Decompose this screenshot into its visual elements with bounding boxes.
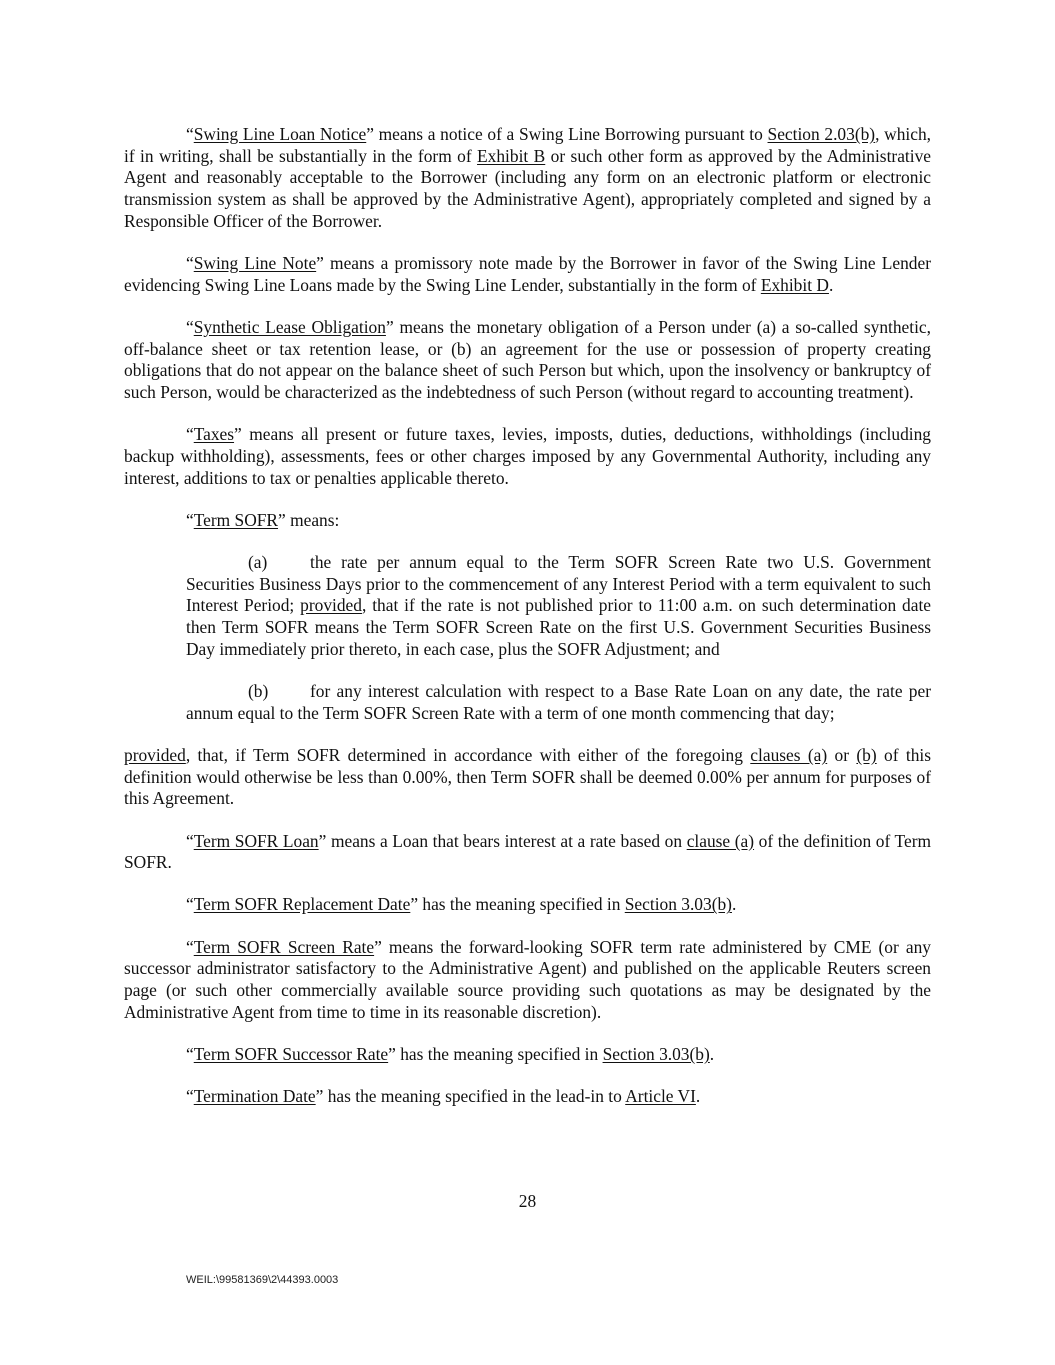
proviso-term: provided: [300, 595, 362, 616]
proviso-term: provided: [124, 744, 186, 765]
defined-term: Termination Date: [193, 1086, 316, 1107]
cross-reference: Section 3.03(b): [624, 894, 732, 915]
defined-term: Synthetic Lease Obligation: [193, 316, 386, 337]
definition-term-sofr: “Term SOFR” means:: [186, 509, 340, 530]
cross-reference: Section 2.03(b): [767, 124, 876, 144]
defined-term: Term SOFR Successor Rate: [193, 1044, 389, 1064]
defined-term: Taxes: [193, 424, 235, 445]
page-number: 28: [518, 1191, 537, 1211]
term-sofr-proviso: provided, that, if Term SOFR determined in accordance with either of the foregoing clauses (a) or (b) of this definition would otherwise be less than 0.00%, then Term SOFR shall be deemed 0.00% per annum for purposes of this Agreement.: [124, 744, 931, 809]
cross-reference: Exhibit B: [477, 145, 546, 166]
cross-reference: (b): [856, 744, 877, 765]
cross-reference: Exhibit D: [760, 274, 829, 295]
footer-document-reference: WEIL:\99581369\2\44393.0003: [186, 1274, 339, 1286]
definition-termination-date: “Termination Date” has the meaning specified in the lead-in to Article VI.: [186, 1086, 701, 1107]
definition-term-sofr-loan: “Term SOFR Loan” means a Loan that bears interest at a rate based on clause (a) of the definition of Term SOFR.: [124, 830, 932, 873]
definition-taxes: “Taxes” means all present or future taxes, levies, imposts, duties, deductions, withholdings (including backup withholding), assessments, fees or other charges imposed by any Governmental Authority, including any interest, additions to tax or penalties applicable thereto.: [124, 424, 931, 488]
defined-term: Term SOFR: [193, 509, 279, 530]
defined-term: Term SOFR Replacement Date: [193, 894, 411, 915]
document-body: [124, 124, 931, 1128]
defined-term: Swing Line Note: [193, 253, 317, 274]
definition-term-sofr-successor-rate: “Term SOFR Successor Rate” has the meaning specified in Section 3.03(b).: [186, 1044, 715, 1064]
cross-reference: Section 3.03(b): [602, 1044, 710, 1064]
definition-term-sofr-screen-rate: “Term SOFR Screen Rate” means the forward-looking SOFR term rate administered by CME (or any successor administrator satisfactory to the Administrative Agent) and published on the applicable Reuters screen page (or such other commercially available source providing such quotations as may be designated by the Administrative Agent from time to time in its reasonable discretion).: [124, 936, 931, 1022]
clause-label: (a): [248, 552, 268, 573]
definition-swing-line-loan-notice: “Swing Line Loan Notice” means a notice of a Swing Line Borrowing pursuant to Section 2.03(b), which, if in writing, shall be substantially in the form of Exhibit B or such other form as approved by the Administrative Agent and reasonably acceptable to the Borrower (including any form on an electronic platform or electronic transmission system as shall be approved by the Administrative Agent), appropriately completed and signed by a Responsible Officer of the Borrower.: [124, 124, 931, 231]
cross-reference: clauses (a): [750, 744, 828, 765]
cross-reference: clause (a): [686, 830, 755, 851]
term-sofr-clause-b: (b) for any interest calculation with respect to a Base Rate Loan on any date, the rate per annum equal to the Term SOFR Screen Rate with a term of one month commencing that day;: [186, 681, 931, 723]
cross-reference: Article VI: [625, 1086, 696, 1107]
term-sofr-clause-a: (a) the rate per annum equal to the Term SOFR Screen Rate two U.S. Government Securities Business Days prior to the commencement of any Interest Period with a term equivalent to such Interest Period; provided, that if the rate is not published prior to 11:00 a.m. on such determination date then Term SOFR means the Term SOFR Screen Rate on the first U.S. Government Securities Business Day immediately prior thereto, in each case, plus the SOFR Adjustment; and: [186, 552, 931, 659]
definition-term-sofr-replacement-date: “Term SOFR Replacement Date” has the meaning specified in Section 3.03(b).: [186, 894, 737, 915]
defined-term: Swing Line Loan Notice: [193, 124, 367, 144]
definition-synthetic-lease-obligation: “Synthetic Lease Obligation” means the monetary obligation of a Person under (a) a so-called synthetic, off-balance sheet or tax retention lease, or (b) an agreement for the use or possession of property creating obligations that do not appear on the balance sheet of such Person but which, upon the insolvency or bankruptcy of such Person, would be characterized as the indebtedness of such Person (without regard to accounting treatment).: [124, 316, 931, 403]
defined-term: Term SOFR Screen Rate: [193, 936, 375, 957]
defined-term: Term SOFR Loan: [193, 830, 319, 851]
definition-swing-line-note: “Swing Line Note” means a promissory note made by the Borrower in favor of the Swing Line Lender evidencing Swing Line Loans made by the Swing Line Lender, substantially in the form of Exhibit D.: [124, 253, 931, 295]
clause-label: (b): [248, 681, 269, 702]
